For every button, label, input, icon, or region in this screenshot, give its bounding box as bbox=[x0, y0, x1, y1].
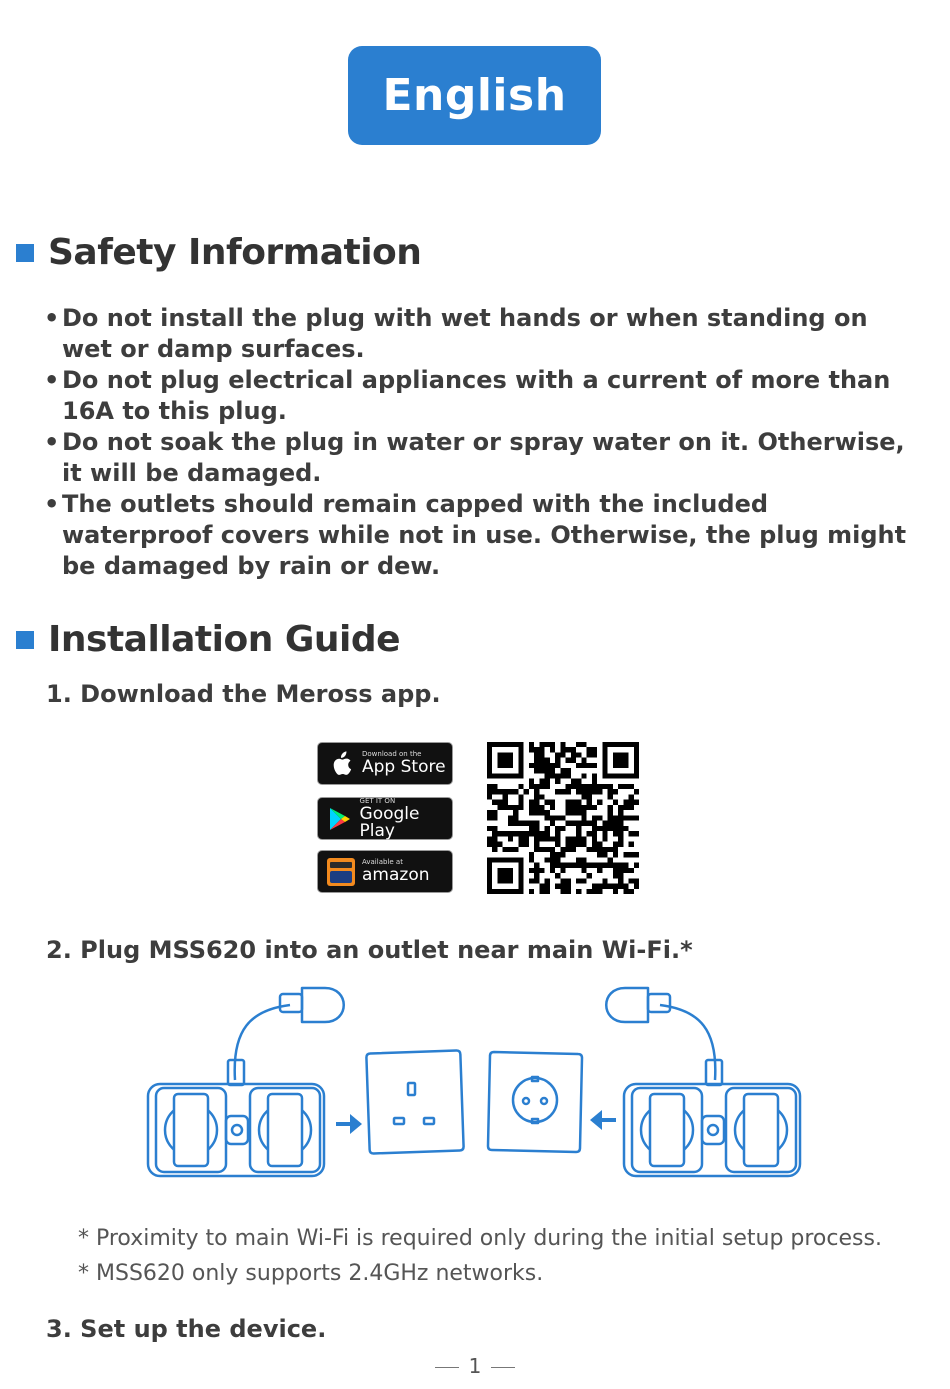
page-number bbox=[0, 1354, 950, 1378]
language-badge: English bbox=[348, 46, 601, 145]
safety-title: Safety Information bbox=[48, 232, 422, 273]
bullet-text: The outlets should remain capped with the included waterproof covers while not in use. Otherwise, the plug might be damaged by rain or dew. bbox=[62, 490, 907, 580]
installation-section-title bbox=[16, 619, 400, 660]
section-marker bbox=[16, 631, 34, 649]
safety-bullet-list bbox=[42, 303, 912, 582]
badge-small-text: Download on the bbox=[362, 750, 422, 758]
badge-big-text: App Store bbox=[362, 757, 446, 777]
bullet-text: Do not soak the plug in water or spray water on it. Otherwise, it will be damaged. bbox=[62, 428, 905, 487]
badge-big-text: amazon bbox=[362, 865, 430, 885]
safety-section-title bbox=[16, 232, 421, 273]
bullet-text: Do not plug electrical appliances with a current of more than 16A to this plug. bbox=[62, 366, 891, 425]
list-item: • Do not plug electrical appliances with a current of more than 16A to this plug. bbox=[44, 366, 891, 425]
step-2: 2. Plug MSS620 into an outlet near main Wi-Fi.* bbox=[46, 936, 693, 964]
list-item: • Do not install the plug with wet hands or when standing on wet or damp surfaces. bbox=[44, 304, 868, 363]
arrow-left-icon bbox=[590, 1110, 616, 1130]
page-number-text: 1 bbox=[468, 1354, 482, 1378]
step-3: 3. Set up the device. bbox=[46, 1315, 327, 1343]
section-marker bbox=[16, 244, 34, 262]
bullet-text: Do not install the plug with wet hands or when standing on wet or damp surfaces. bbox=[62, 304, 868, 363]
badge-small-text: GET IT ON bbox=[359, 796, 396, 805]
google-play-badge[interactable] bbox=[317, 797, 453, 840]
badge-small-text: Available at bbox=[362, 858, 403, 866]
google-play-icon bbox=[326, 804, 354, 834]
list-item: • Do not soak the plug in water or spray water on it. Otherwise, it will be damaged. bbox=[44, 428, 905, 487]
uk-socket bbox=[366, 1050, 463, 1153]
app-store-badge[interactable] bbox=[317, 742, 453, 785]
arrow-right-icon bbox=[336, 1114, 362, 1134]
footnote-1: * Proximity to main Wi-Fi is required only during the initial setup process. bbox=[78, 1226, 882, 1251]
apple-icon bbox=[326, 749, 356, 779]
smart-plug-left bbox=[148, 988, 344, 1176]
qr-code[interactable] bbox=[486, 742, 640, 894]
footnote-2: * MSS620 only supports 2.4GHz networks. bbox=[78, 1261, 544, 1286]
badge-big-text: Google Play bbox=[359, 803, 420, 841]
eu-socket bbox=[488, 1052, 582, 1152]
smart-plug-right bbox=[606, 988, 800, 1176]
step-1: 1. Download the Meross app. bbox=[46, 680, 441, 708]
list-item: • The outlets should remain capped with the included waterproof covers while not in use. Otherwise, the plug might be damaged by rain or dew. bbox=[44, 490, 907, 580]
amazon-icon bbox=[326, 857, 356, 887]
plug-setup-illustration bbox=[140, 980, 810, 1180]
amazon-badge[interactable] bbox=[317, 850, 453, 893]
installation-title: Installation Guide bbox=[48, 619, 401, 660]
